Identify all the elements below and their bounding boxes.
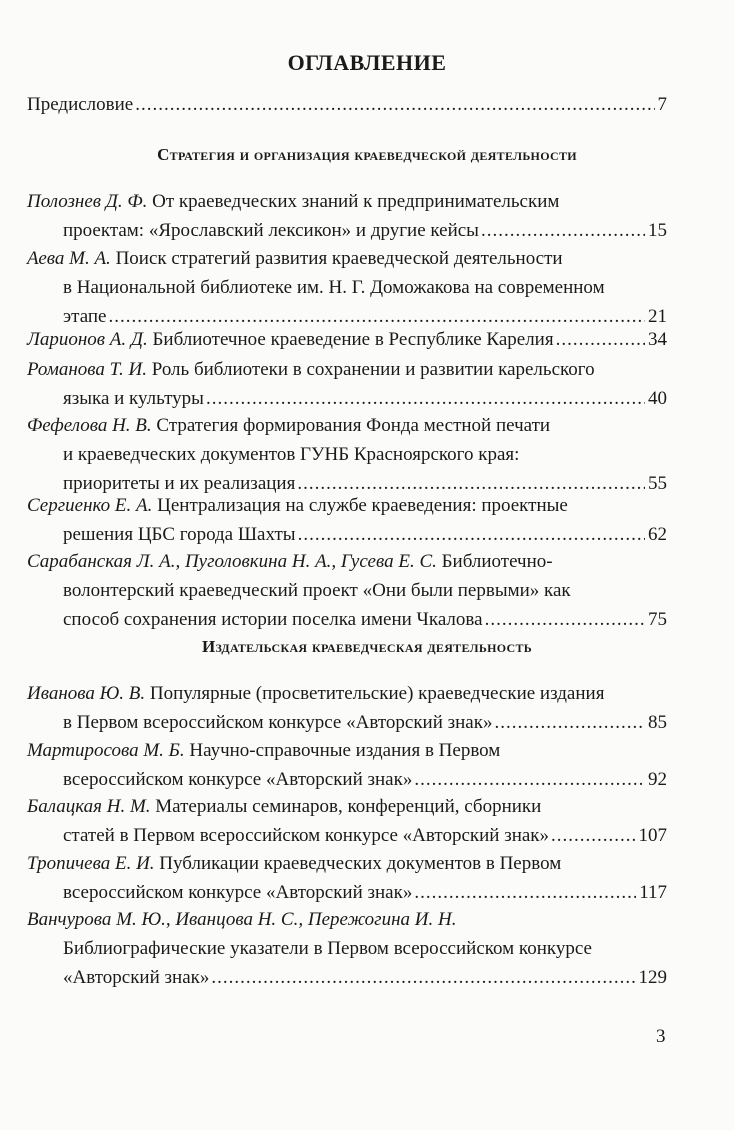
entry-title-middle: волонтерский краеведческий проект «Они были первыми» как xyxy=(63,580,571,601)
leader-dots xyxy=(414,765,645,794)
entry-page: 34 xyxy=(648,329,667,350)
preface-line xyxy=(27,90,667,119)
leader-dots xyxy=(556,325,645,354)
entry-title-start: Роль библиотеки в сохранении и развитии карельского xyxy=(151,359,595,380)
entry-author: Сарабанская Л. А., Пуголовкина Н. А., Гусева Е. С. xyxy=(27,551,437,572)
entry-author: Полознев Д. Ф. xyxy=(27,191,148,212)
toc-entry xyxy=(27,736,667,794)
toc-entry xyxy=(27,792,667,850)
leader-dots xyxy=(298,520,645,549)
entry-author: Ларионов А. Д. xyxy=(27,329,148,350)
leader-dots xyxy=(135,90,654,119)
entry-page: 15 xyxy=(648,220,667,241)
entry-title-end: этапе xyxy=(63,306,107,327)
entry-title-end: проектам: «Ярославский лексикон» и другие кейсы xyxy=(63,220,479,241)
entry-author: Иванова Ю. В. xyxy=(27,683,146,704)
section-heading-strategy: Стратегия и организация краеведческой деятельности xyxy=(157,145,577,164)
entry-title-start: Библиотечное краеведение в Республике Карелия xyxy=(152,329,554,350)
entry-title-middle: и краеведческих документов ГУНБ Красноярского края: xyxy=(63,444,520,465)
entry-title-start: Популярные (просветительские) краеведческие издания xyxy=(149,683,605,704)
entry-page: 40 xyxy=(648,388,667,409)
entry-page: 117 xyxy=(639,882,667,903)
leader-dots xyxy=(206,384,645,413)
entry-page: 55 xyxy=(648,473,667,494)
toc-entry xyxy=(27,325,667,354)
preface-entry xyxy=(27,90,667,119)
entry-page: 75 xyxy=(648,609,667,630)
entry-title-end: языка и культуры xyxy=(63,388,204,409)
toc-entry xyxy=(27,411,667,498)
leader-dots xyxy=(211,963,635,992)
toc-entry xyxy=(27,905,667,992)
entry-page: 129 xyxy=(638,967,667,988)
entry-title-start: Публикации краеведческих документов в Первом xyxy=(159,853,562,874)
entry-title-middle: в Национальной библиотеке им. Н. Г. Доможакова на современном xyxy=(63,277,605,298)
leader-dots xyxy=(551,821,635,850)
entry-title-end: в Первом всероссийском конкурсе «Авторский знак» xyxy=(63,712,493,733)
toc-entry xyxy=(27,187,667,245)
entry-title-start: Стратегия формирования Фонда местной печати xyxy=(156,415,551,436)
entry-title-start: Научно-справочные издания в Первом xyxy=(189,740,501,761)
entry-author: Сергиенко Е. А. xyxy=(27,495,153,516)
leader-dots xyxy=(414,878,636,907)
entry-author: Фефелова Н. В. xyxy=(27,415,152,436)
entry-page: 107 xyxy=(638,825,667,846)
entry-title-start: Материалы семинаров, конференций, сборники xyxy=(155,796,542,817)
entry-author: Тропичева Е. И. xyxy=(27,853,155,874)
page-title: ОГЛАВЛЕНИЕ xyxy=(287,50,447,75)
entry-title-end: «Авторский знак» xyxy=(63,967,210,988)
entry-author: Мартиросова М. Б. xyxy=(27,740,185,761)
toc-entry xyxy=(27,355,667,413)
section-heading-publishing: Издательская краеведческая деятельность xyxy=(201,637,533,656)
entry-title-end: статей в Первом всероссийском конкурсе «Авторский знак» xyxy=(63,825,550,846)
toc-entry xyxy=(27,244,667,331)
leader-dots xyxy=(481,216,645,245)
entry-author: Ванчурова М. Ю., Иванцова Н. С., Пережогина И. Н. xyxy=(27,909,457,930)
entry-title-start: Поиск стратегий развития краеведческой деятельности xyxy=(115,248,563,269)
leader-dots xyxy=(485,605,645,634)
toc-entry xyxy=(27,491,667,549)
entry-page: 85 xyxy=(648,712,667,733)
preface-text: Предисловие xyxy=(27,94,134,115)
entry-author: Романова Т. И. xyxy=(27,359,147,380)
entry-author: Аева М. А. xyxy=(27,248,111,269)
page-number: 3 xyxy=(656,1026,666,1047)
toc-entry xyxy=(27,849,667,907)
entry-title-end: всероссийском конкурсе «Авторский знак» xyxy=(63,769,413,790)
entry-title-end: решения ЦБС города Шахты xyxy=(63,524,296,545)
entry-title-start: Централизация на службе краеведения: проектные xyxy=(157,495,568,516)
entry-title-end: приоритеты и их реализация xyxy=(63,473,296,494)
entry-title-start: От краеведческих знаний к предпринимательским xyxy=(152,191,560,212)
entry-page: 62 xyxy=(648,524,667,545)
entry-title-end: всероссийском конкурсе «Авторский знак» xyxy=(63,882,413,903)
preface-page: 7 xyxy=(657,94,667,115)
entry-page: 92 xyxy=(648,769,667,790)
entry-title-middle: Библиографические указатели в Первом всероссийском конкурсе xyxy=(63,938,592,959)
entry-author: Балацкая Н. М. xyxy=(27,796,151,817)
entry-title-end: способ сохранения истории поселка имени Чкалова xyxy=(63,609,483,630)
toc-entry xyxy=(27,679,667,737)
entry-title-start: Библиотечно- xyxy=(441,551,553,572)
toc-entry xyxy=(27,547,667,634)
entry-page: 21 xyxy=(648,306,667,327)
leader-dots xyxy=(494,708,645,737)
